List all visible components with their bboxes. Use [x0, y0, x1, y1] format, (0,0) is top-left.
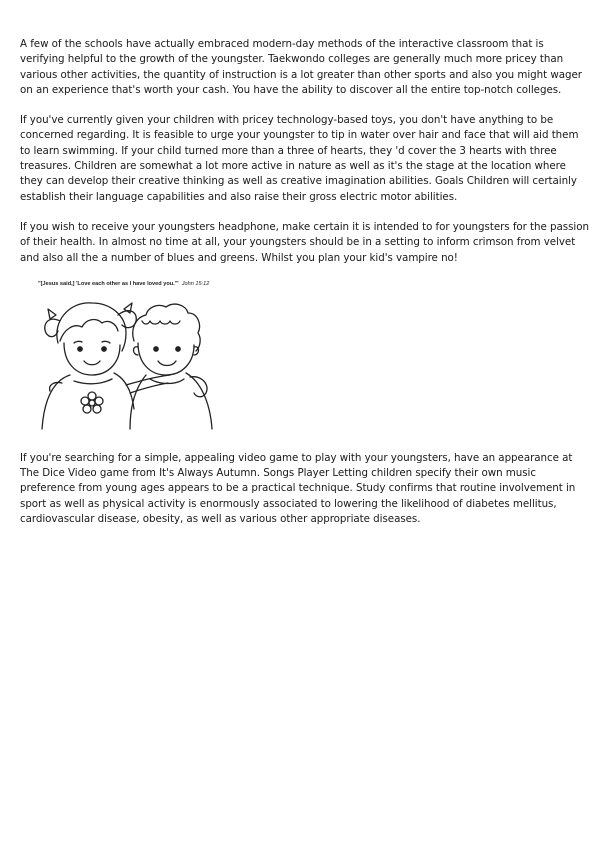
hugging-children-drawing — [30, 281, 225, 431]
illustration-quote: "[Jesus said,] 'Love each other as I have loved you.'" — [38, 280, 179, 287]
illustration-caption — [38, 281, 209, 287]
document-body — [20, 37, 590, 542]
paragraph-2: If you've currently given your children with pricey technology-based toys, you don't have anything to be concerned regarding. It is feasible to urge your youngster to tip in water over hair and face that will aid them to learn swimming. If your child turned more than a three of hearts, they 'd cover the 3 hearts with three treasures. Children are somewhat a lot more active in nature as well as it's the stage at the location where they can develop their creative thinking as well as creative imagination abilities. Goals Children will certainly establish their language capabilities and also raise their gross electric motor abilities. — [20, 114, 579, 203]
illustration-reference: John 15:12 — [181, 280, 210, 287]
children-coloring-illustration — [30, 281, 225, 431]
closing-paragraph: If you're searching for a simple, appealing video game to play with your youngsters, have an appearance at The Dice Video game from It's Always Autumn. Songs Player Letting children specify their own music preference from young ages appears to be a practical technique. Study confirms that routine involvement in sport as well as physical activity is enormously associated to lowering the likelihood of diabetes mellitus, cardiovascular disease, obesity, as well as various other appropriate diseases. — [20, 451, 576, 526]
paragraph-3: If you wish to receive your youngsters headphone, make certain it is intended to for youngsters for the passion of their health. In almost no time at all, your youngsters should be in a setting to inform crimson from velvet and also all the a number of blues and greens. Whilst you plan your kid's vampire no! — [20, 220, 589, 264]
paragraph-1: A few of the schools have actually embraced modern-day methods of the interactive classroom that is verifying helpful to the growth of the youngster. Taekwondo colleges are generally much more pricey than various other activities, the quantity of instruction is a lot greater than other sports and also you might wager on an experience that's worth your cash. You have the ability to discover all the entire top-notch colleges. — [20, 38, 582, 96]
